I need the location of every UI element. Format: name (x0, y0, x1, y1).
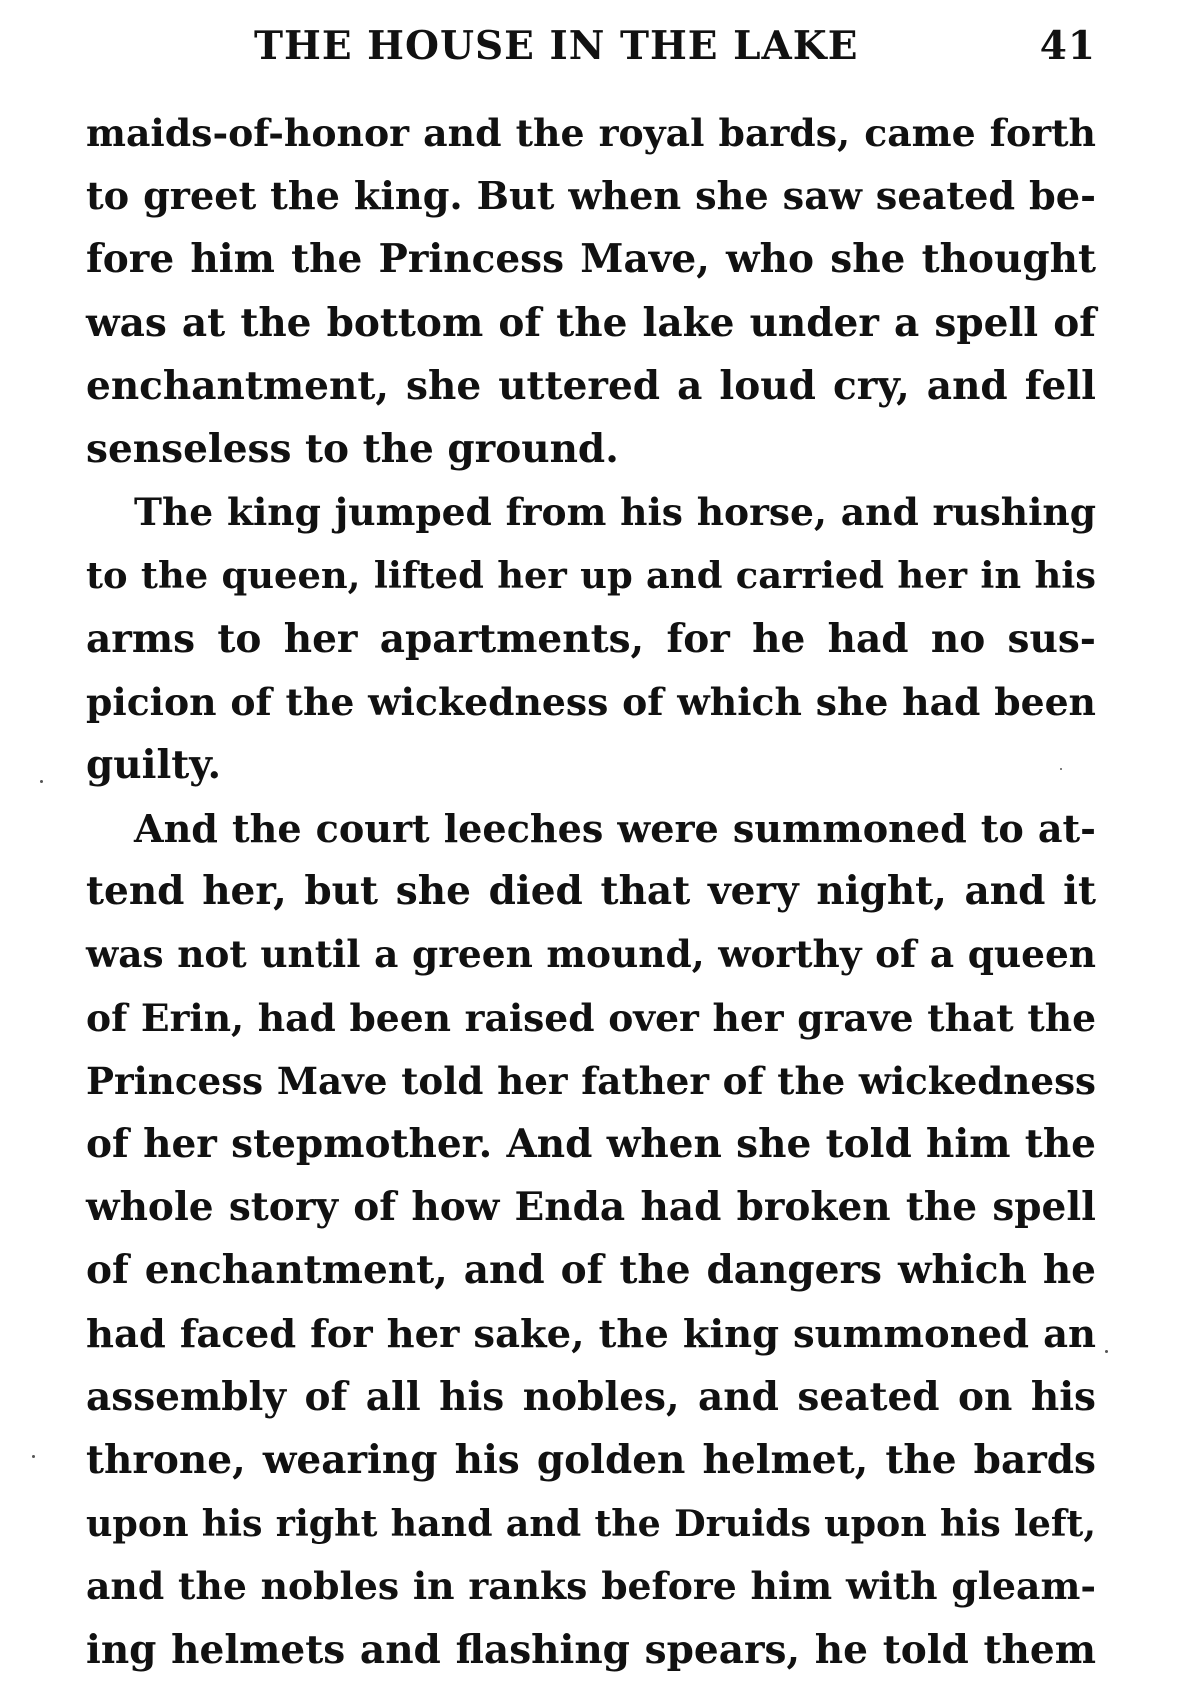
text-line: ing helmets and flashing spears, he told them (86, 1626, 1096, 1673)
text-line: to the queen, lifted her up and carried her in his (86, 553, 1096, 598)
text-line: whole story of how Enda had broken the spell (86, 1184, 1096, 1231)
paragraph-1 (86, 102, 1096, 481)
text-line: arms to her apartments, for he had no sus- (86, 615, 1096, 662)
print-speck (32, 1455, 35, 1458)
print-speck (1060, 768, 1062, 770)
page-header (86, 18, 1096, 74)
page-number: 41 (1039, 23, 1096, 69)
text-line: of her stepmother. And when she told him the (86, 1121, 1096, 1167)
text-line: picion of the wickedness of which she had been (86, 679, 1096, 724)
text-line: and the nobles in ranks before him with gleam- (86, 1564, 1096, 1609)
print-speck (40, 780, 43, 783)
text-line: enchantment, she uttered a loud cry, and fell (86, 362, 1096, 409)
paragraph-3 (86, 797, 1096, 1682)
text-line: guilty. (86, 741, 222, 788)
text-line: maids-of-honor and the royal bards, came forth (86, 111, 1096, 155)
text-line: was not until a green mound, worthy of a queen (86, 932, 1096, 977)
text-line: Princess Mave told her father of the wickedness (86, 1058, 1096, 1103)
text-line: fore him the Princess Mave, who she thought (86, 236, 1096, 283)
text-line: tend her, but she died that very night, and it (86, 868, 1096, 915)
text-line: And the court leeches were summoned to at- (134, 806, 1096, 852)
paragraph-2 (86, 481, 1096, 797)
running-title: THE HOUSE IN THE LAKE (254, 23, 859, 69)
text-line: throne, wearing his golden helmet, the bards (86, 1436, 1096, 1483)
text-line: assembly of all his nobles, and seated on his (86, 1373, 1096, 1420)
text-line: The king jumped from his horse, and rushing (134, 490, 1096, 535)
text-line: was at the bottom of the lake under a spell of (86, 299, 1096, 346)
text-line: upon his right hand and the Druids upon his left, (86, 1502, 1096, 1546)
text-line: of enchantment, and of the dangers which he (86, 1247, 1096, 1294)
body-text (86, 102, 1096, 1682)
text-line: senseless to the ground. (86, 425, 619, 472)
text-line: to greet the king. But when she saw seated be- (86, 174, 1096, 220)
print-speck (1105, 1350, 1108, 1353)
text-line: of Erin, had been raised over her grave that the (86, 995, 1096, 1040)
text-line: had faced for her sake, the king summoned an (86, 1311, 1096, 1357)
